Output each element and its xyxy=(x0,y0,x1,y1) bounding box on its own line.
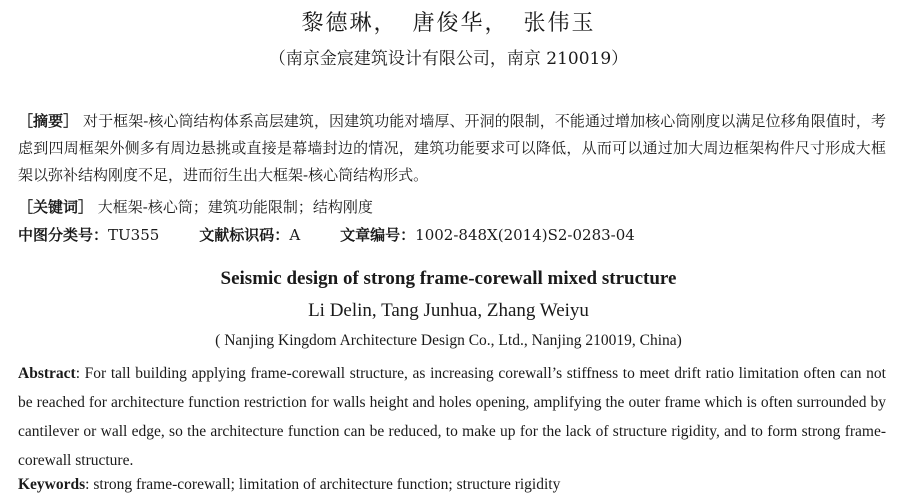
abstract-chinese-label: ［摘要］ xyxy=(18,112,79,130)
keywords-english-separator: : xyxy=(85,476,94,493)
keywords-chinese-text: 大框架-核心筒；建筑功能限制；结构刚度 xyxy=(97,198,373,216)
keywords-english-label: Keywords xyxy=(18,476,86,493)
keywords-english-text: strong frame-corewall; limitation of architecture function; structure rigidity xyxy=(93,476,561,493)
document-code-value: A xyxy=(289,226,301,244)
affiliation-chinese: （南京金宸建筑设计有限公司，南京 210019） xyxy=(268,49,629,69)
abstract-english xyxy=(18,359,886,475)
affiliation-english: ( Nanjing Kingdom Architecture Design Co., Ltd., Nanjing 210019, China) xyxy=(215,332,682,349)
authors-chinese: 黎德琳， 唐俊华， 张伟玉 xyxy=(301,11,596,36)
abstract-chinese-text: 对于框架-核心筒结构体系高层建筑，因建筑功能对墙厚、开洞的限制，不能通过增加核心筒刚度以满足位移角限值时，考虑到四周框架外侧多有周边悬挑或直接是幕墙封边的情况，建筑功能要求可以降低，从而可以通过加大周边框架构件尺寸形成大框架以弥补结构刚度不足，进而衍生出大框架-核心筒结构形式。 xyxy=(18,112,886,184)
article-number-value: 1002-848X(2014)S2-0283-04 xyxy=(415,226,635,244)
classification-line xyxy=(18,224,886,246)
article-number-label: 文章编号： xyxy=(340,226,416,244)
abstract-english-label: Abstract xyxy=(18,365,76,382)
abstract-chinese xyxy=(18,108,886,189)
paper-title-english: Seismic design of strong frame-corewall mixed structure xyxy=(220,268,677,289)
authors-english: Li Delin, Tang Junhua, Zhang Weiyu xyxy=(308,300,589,321)
keywords-chinese xyxy=(18,196,886,218)
abstract-english-separator: : xyxy=(75,365,85,382)
keywords-english xyxy=(18,474,886,496)
document-code-label: 文献标识码： xyxy=(199,226,290,244)
abstract-english-text: For tall building applying frame-corewall structure, as increasing corewall’s stiffness to meet drift ratio limitation often can not be reached for architecture function restriction for walls height and holes opening, amplifying the outer frame which is often surrounded by cantilever or wall edge, so the architecture function can be reduced, to make up for the lack of structure rigidity, and to form strong frame-corewall structure. xyxy=(18,365,886,469)
keywords-chinese-label: ［关键词］ xyxy=(18,198,94,216)
clc-label: 中图分类号： xyxy=(18,226,109,244)
clc-value: TU355 xyxy=(108,226,160,244)
